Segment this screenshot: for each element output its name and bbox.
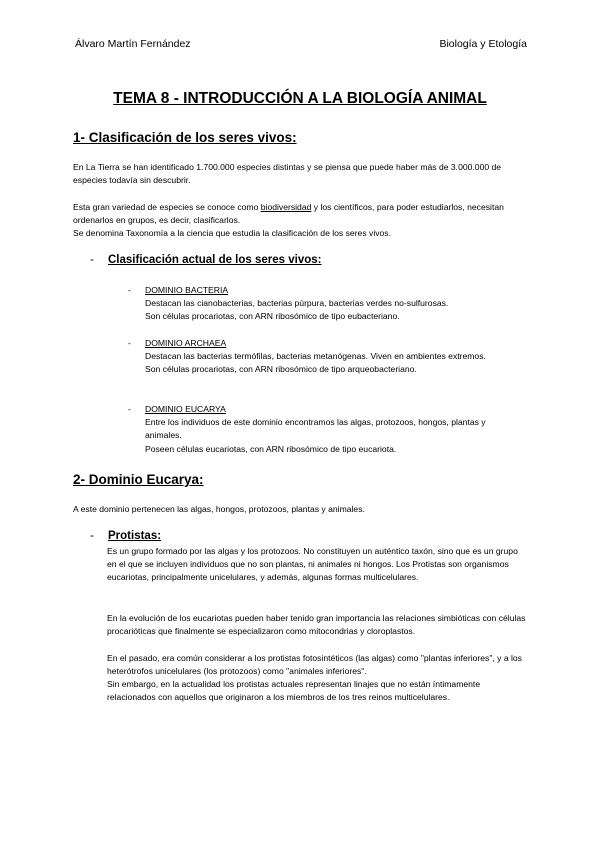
domain-line: Entre los individuos de este dominio encontramos las algas, protozoos, hongos, plantas y animales. bbox=[145, 417, 486, 441]
protistas-subheading-text: Protistas: bbox=[108, 530, 162, 542]
header-course: Biología y Etología bbox=[439, 38, 527, 50]
header-author: Álvaro Martín Fernández bbox=[75, 38, 191, 50]
protistas-paragraph-1: Es un grupo formado por las algas y los protozoos. No constituyen un auténtico taxón, sino que es un grupo en el que se incluyen individuos que no son plantas, ni animales ni hongos. Los Protistas son organismos eucariotas, principalmente unicelulares, y además, algunas formas multicelulares. bbox=[107, 546, 518, 583]
domain-line: Son células procariotas, con ARN ribosómico de tipo arqueobacteriano. bbox=[145, 364, 417, 375]
bullet-dash: - bbox=[128, 338, 131, 348]
protistas-subheading bbox=[90, 530, 161, 542]
section-2-heading: 2- Dominio Eucarya: bbox=[73, 472, 204, 487]
classification-subheading-text: Clasificación actual de los seres vivos: bbox=[108, 254, 322, 266]
section-1-paragraph-2 bbox=[73, 201, 528, 227]
bullet-dash: - bbox=[90, 530, 94, 542]
protistas-paragraph-3: En el pasado, era común considerar a los protistas fotosintéticos (las algas) como "plantas inferiores", y a los heterótrofos unicelulares (los protozoos) como "animales inferiores". bbox=[107, 653, 522, 677]
paragraph-2-start: Esta gran variedad de especies se conoce como bbox=[73, 202, 261, 212]
section-1-paragraph-1: En La Tierra se han identificado 1.700.000 especies distintas y se piensa que puede haber más de 3.000.000 de especies todavía sin descubrir. bbox=[73, 162, 502, 186]
domain-line: Destacan las bacterias termófilas, bacterias metanógenas. Viven en ambientes extremos. bbox=[145, 351, 486, 362]
bullet-dash: - bbox=[90, 254, 94, 266]
domain-name: DOMINIO BACTERIA bbox=[145, 285, 229, 295]
biodiversidad-link[interactable]: biodiversidad bbox=[260, 202, 312, 212]
section-2-intro: A este dominio pertenecen las algas, hongos, protozoos, plantas y animales. bbox=[73, 504, 365, 514]
domain-bacteria bbox=[128, 284, 528, 324]
classification-subheading bbox=[90, 254, 322, 266]
domain-eucarya bbox=[128, 403, 528, 456]
document-title: TEMA 8 - INTRODUCCIÓN A LA BIOLOGÍA ANIMAL bbox=[113, 90, 487, 107]
section-1-paragraph-3: Se denomina Taxonomía a la ciencia que estudia la clasificación de los seres vivos. bbox=[73, 228, 391, 238]
domain-name: DOMINIO ARCHAEA bbox=[145, 338, 227, 348]
domain-line: Poseen células eucariotas, con ARN ribosómico de tipo eucariota. bbox=[145, 443, 397, 454]
domain-line: Son células procariotas, con ARN ribosómico de tipo eubacteriano. bbox=[145, 311, 400, 322]
domain-line: Destacan las cianobacterias, bacterias púrpura, bacterias verdes no-sulfurosas. bbox=[145, 298, 449, 309]
domain-name: DOMINIO EUCARYA bbox=[145, 404, 226, 414]
bullet-dash: - bbox=[128, 404, 131, 414]
protistas-paragraph-4: Sin embargo, en la actualidad los protistas actuales representan linajes que no están íntimamente relacionados con aquellos que originaron a los miembros de los tres reinos multicelulares. bbox=[107, 679, 481, 703]
bullet-dash: - bbox=[128, 285, 131, 295]
protistas-paragraph-2: En la evolución de los eucariotas pueden haber tenido gran importancia las relaciones simbióticas con células procarióticas que finalmente se especializaron como mitocondrias y cloroplastos. bbox=[107, 613, 526, 637]
domain-archaea bbox=[128, 337, 528, 377]
paragraph-2-end: y los científicos, para poder estudiarlos, necesitan ordenarlos en grupos, es decir, clasificarlos. bbox=[73, 202, 504, 226]
section-1-heading: 1- Clasificación de los seres vivos: bbox=[73, 130, 297, 145]
